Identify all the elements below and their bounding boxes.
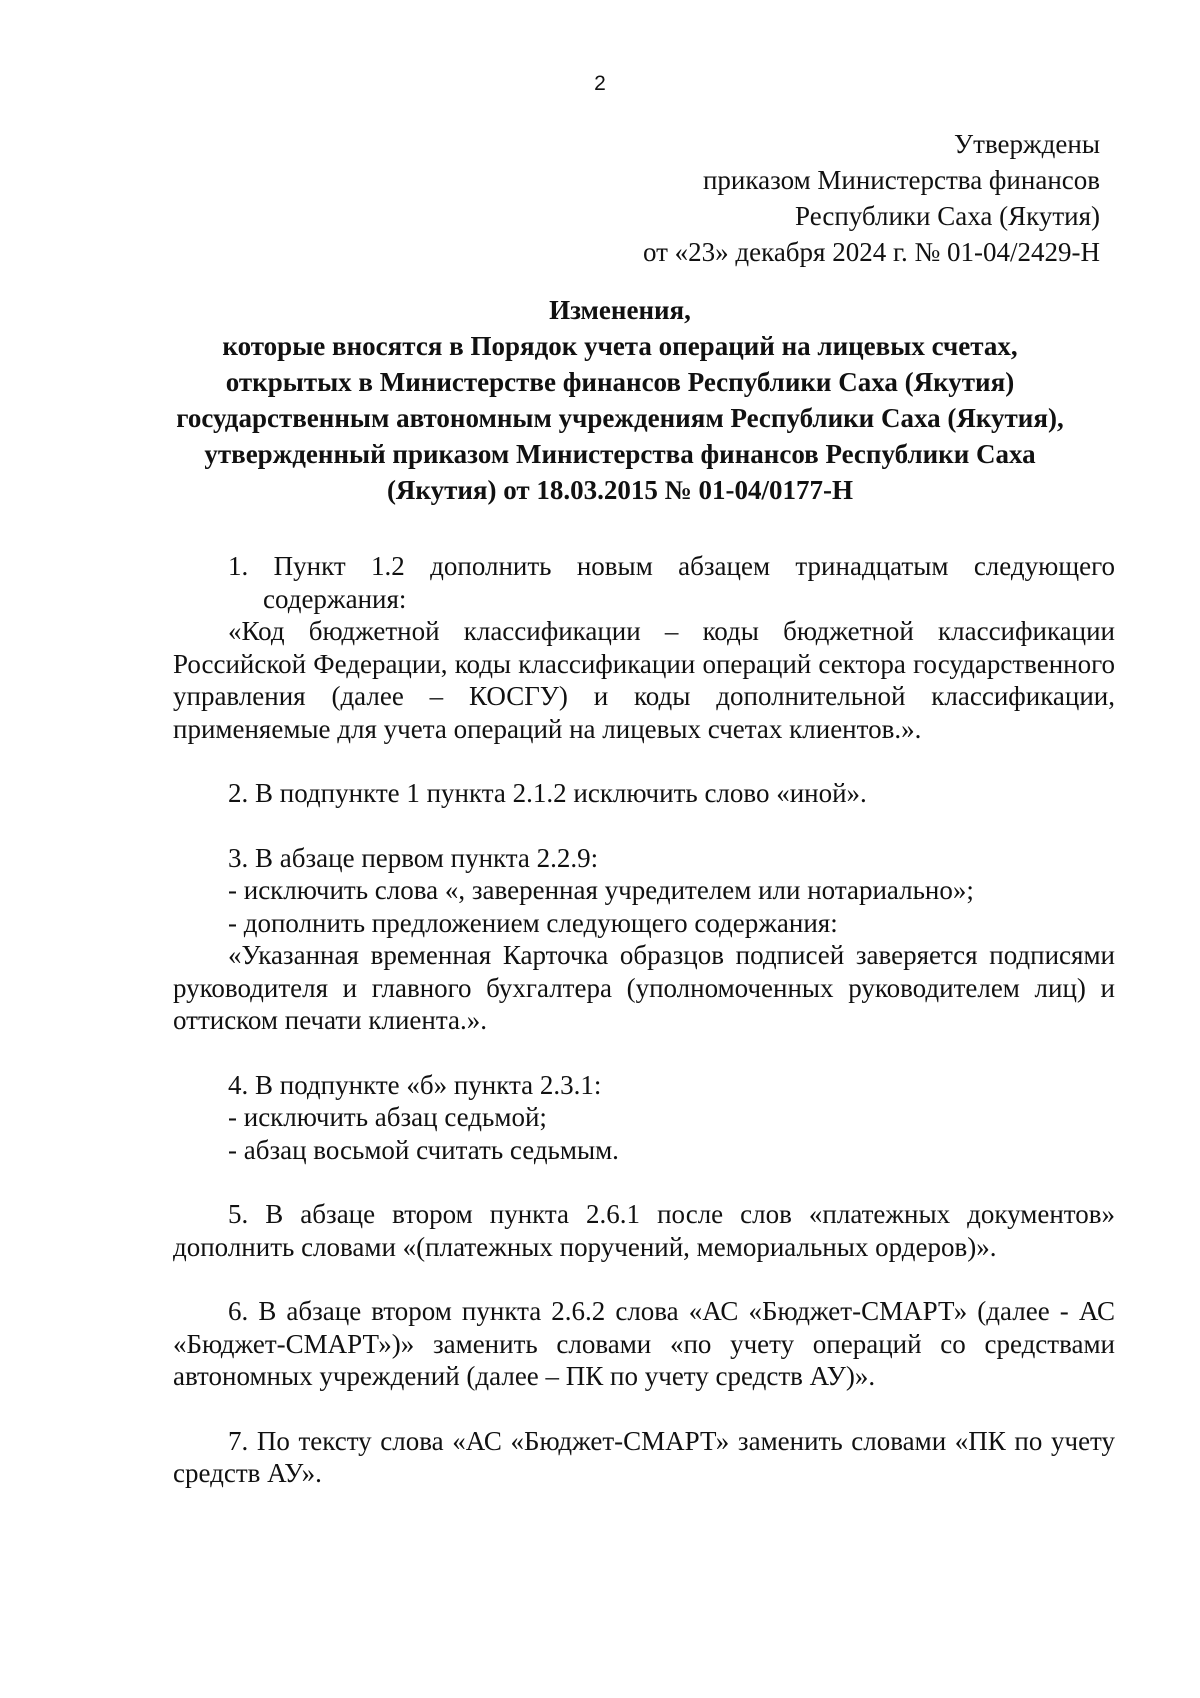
item-2: 2. В подпункте 1 пункта 2.1.2 исключить слово «иной». bbox=[228, 778, 867, 808]
title-line-5: утвержденный приказом Министерства финансов Республики Саха bbox=[204, 439, 1036, 469]
item-1: 1. Пункт 1.2 дополнить новым абзацем тринадцатым следующего содержания: bbox=[228, 551, 1115, 614]
paragraph-gap bbox=[173, 1263, 1115, 1295]
paragraph-gap bbox=[173, 1166, 1115, 1198]
item-5: 5. В абзаце втором пункта 2.6.1 после слов «платежных документов» дополнить словами «(платежных поручений, мемориальных ордеров)». bbox=[173, 1199, 1115, 1262]
title-line-2: которые вносятся в Порядок учета операций на лицевых счетах, bbox=[222, 331, 1018, 361]
item-3-subitem-b: - дополнить предложением следующего содержания: bbox=[228, 907, 838, 938]
title-line-4: государственным автономным учреждениям Республики Саха (Якутия), bbox=[176, 403, 1064, 433]
approval-line-3: Республики Саха (Якутия) bbox=[795, 201, 1100, 231]
approval-line-2: приказом Министерства финансов bbox=[702, 165, 1100, 195]
approval-stamp-block bbox=[340, 126, 1100, 270]
item-3: 3. В абзаце первом пункта 2.2.9: bbox=[228, 842, 599, 873]
title-line-1: Изменения, bbox=[549, 295, 691, 325]
approval-line-1: Утверждены bbox=[954, 129, 1100, 159]
document-title bbox=[160, 292, 1080, 508]
item-3-quote: «Указанная временная Карточка образцов подписей заверяется подписями руководителя и главного бухгалтера (уполномоченных руководителем лиц) и оттиском печати клиента.». bbox=[173, 940, 1115, 1035]
paragraph-gap bbox=[173, 810, 1115, 842]
title-line-3: открытых в Министерстве финансов Республики Саха (Якутия) bbox=[225, 367, 1015, 397]
title-line-6: (Якутия) от 18.03.2015 № 01-04/0177-Н bbox=[386, 475, 854, 505]
approval-line-4: от «23» декабря 2024 г. № 01-04/2429-Н bbox=[642, 237, 1100, 267]
document-body bbox=[173, 550, 1115, 1490]
item-4: 4. В подпункте «б» пункта 2.3.1: bbox=[228, 1069, 602, 1100]
item-6: 6. В абзаце втором пункта 2.6.2 слова «АС «Бюджет-СМАРТ» (далее - АС «Бюджет-СМАРТ»)» заменить словами «по учету операций со средствами автономных учреждений (далее – ПК по учету средств АУ)». bbox=[173, 1296, 1115, 1391]
paragraph-gap bbox=[173, 1037, 1115, 1069]
item-4-subitem-a: - исключить абзац седьмой; bbox=[228, 1102, 547, 1132]
page-number: 2 bbox=[594, 72, 606, 95]
item-1-quote: «Код бюджетной классификации – коды бюджетной классификации Российской Федерации, коды классификации операций сектора государственного управления (далее – КОСГУ) и коды дополнительной классификации, применяемые для учета операций на лицевых счетах клиентов.». bbox=[173, 616, 1115, 744]
paragraph-gap bbox=[173, 745, 1115, 777]
paragraph-gap bbox=[173, 1393, 1115, 1425]
item-4-subitem-b: - абзац восьмой считать седьмым. bbox=[228, 1134, 619, 1165]
item-3-subitem-a: - исключить слова «, заверенная учредителем или нотариально»; bbox=[228, 875, 974, 905]
item-7: 7. По тексту слова «АС «Бюджет-СМАРТ» заменить словами «ПК по учету средств АУ». bbox=[173, 1425, 1115, 1488]
